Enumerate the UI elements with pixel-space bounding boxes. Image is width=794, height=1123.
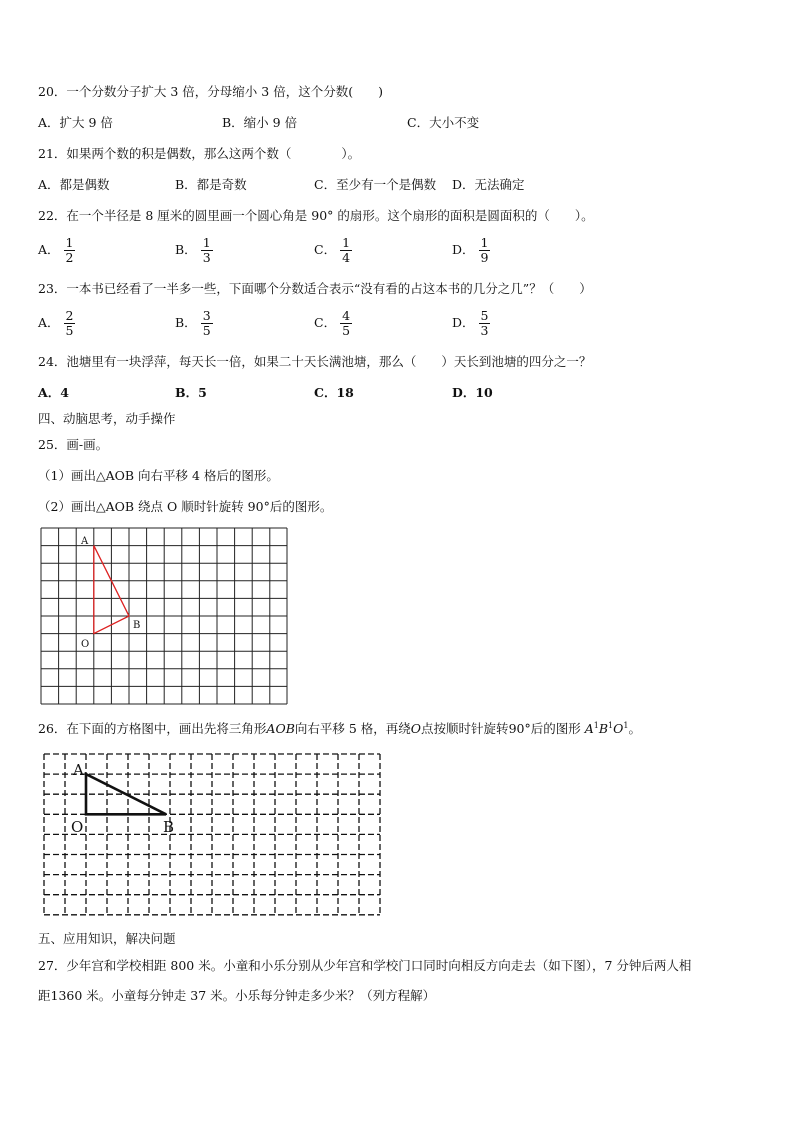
option-label: D． bbox=[452, 315, 475, 330]
q24-stem: 24．池塘里有一块浮萍，每天长一倍，如果二十天长满池塘，那么（ ）天长到池塘的四分之一？ bbox=[38, 354, 592, 369]
option-label: B． bbox=[175, 242, 197, 257]
fraction: $\frac{1}{3}$ bbox=[202, 235, 211, 265]
option-label: B． bbox=[175, 315, 197, 330]
fraction: $\frac{3}{5}$ bbox=[202, 308, 211, 338]
q20-option-b[interactable]: B．缩小 9 倍 bbox=[222, 115, 298, 130]
q25-sub1: （1）画出△AOB 向右平移 4 格后的图形。 bbox=[38, 468, 279, 483]
q21-option-c[interactable]: C．至少有一个是偶数 bbox=[314, 177, 437, 192]
q21-option-a[interactable]: A．都是偶数 bbox=[38, 177, 110, 192]
label-b: B bbox=[133, 620, 141, 631]
section-heading-4: 四、动脑思考，动手操作 bbox=[38, 411, 176, 426]
fraction: $\frac{1}{2}$ bbox=[65, 235, 74, 265]
fraction: $\frac{1}{4}$ bbox=[342, 235, 351, 265]
option-label: A． bbox=[38, 315, 60, 330]
q20-stem: 20．一个分数分子扩大 3 倍，分母缩小 3 倍，这个分数( ) bbox=[38, 84, 383, 99]
q26-stem: 26．在下面的方格图中，画出先将三角形AOB向右平移 5 格，再绕O点按顺时针旋转90°后的图形 $A^1B^1O^1$。 bbox=[38, 721, 641, 737]
q25-sub2: （2）画出△AOB 绕点 O 顺时针旋转 90°后的图形。 bbox=[38, 499, 333, 514]
q26-grid-figure[interactable] bbox=[42, 752, 382, 917]
q23-option-c[interactable] bbox=[314, 309, 352, 338]
q25-stem: 25．画-画。 bbox=[38, 437, 109, 452]
option-label: D． bbox=[452, 242, 475, 257]
q23-stem: 23．一本书已经看了一半多一些，下面哪个分数适合表示“没有看的占这本书的几分之几”？（ ） bbox=[38, 281, 592, 296]
q22-stem: 22．在一个半径是 8 厘米的圆里画一个圆心角是 90° 的扇形。这个扇形的面积是圆面积的（ ）。 bbox=[38, 208, 594, 223]
label-a: A bbox=[81, 536, 89, 547]
q21-option-d[interactable]: D．无法确定 bbox=[452, 177, 525, 192]
option-label: C． bbox=[314, 242, 337, 257]
q27-line1: 27．少年宫和学校相距 800 米。小童和小乐分别从少年宫和学校门口同时向相反方向走去（如下图），7 分钟后两人相 bbox=[38, 958, 692, 973]
section-heading-5: 五、应用知识，解决问题 bbox=[38, 931, 176, 946]
q22-option-a[interactable] bbox=[38, 236, 75, 265]
label-a: A bbox=[73, 761, 84, 779]
q23-option-b[interactable] bbox=[175, 309, 213, 338]
fraction: $\frac{1}{9}$ bbox=[480, 235, 489, 265]
q25-grid-figure[interactable] bbox=[40, 527, 288, 705]
q27-line2: 距1360 米。小童每分钟走 37 米。小乐每分钟走多少米？（列方程解） bbox=[38, 988, 436, 1003]
q21-stem: 21．如果两个数的积是偶数，那么这两个数（ ）。 bbox=[38, 146, 361, 161]
label-o: O bbox=[81, 639, 90, 650]
q24-option-a[interactable]: A．4 bbox=[38, 385, 69, 400]
q21-option-b[interactable]: B．都是奇数 bbox=[175, 177, 247, 192]
label-o: O bbox=[71, 818, 84, 836]
q25-grid bbox=[41, 528, 287, 704]
q20-option-a[interactable]: A．扩大 9 倍 bbox=[38, 115, 113, 130]
q22-option-b[interactable] bbox=[175, 236, 213, 265]
fraction: $\frac{5}{3}$ bbox=[480, 308, 489, 338]
q24-option-b[interactable]: B．5 bbox=[175, 385, 207, 400]
q23-option-d[interactable] bbox=[452, 309, 490, 338]
label-b: B bbox=[163, 818, 175, 836]
q23-option-a[interactable] bbox=[38, 309, 75, 338]
q24-option-c[interactable]: C．18 bbox=[314, 385, 354, 400]
q22-option-c[interactable] bbox=[314, 236, 352, 265]
q24-option-d[interactable]: D．10 bbox=[452, 385, 493, 400]
option-label: C． bbox=[314, 315, 337, 330]
fraction: $\frac{2}{5}$ bbox=[65, 308, 74, 338]
q20-option-c[interactable]: C．大小不变 bbox=[407, 115, 480, 130]
fraction: $\frac{4}{5}$ bbox=[342, 308, 351, 338]
q22-option-d[interactable] bbox=[452, 236, 490, 265]
option-label: A． bbox=[38, 242, 60, 257]
